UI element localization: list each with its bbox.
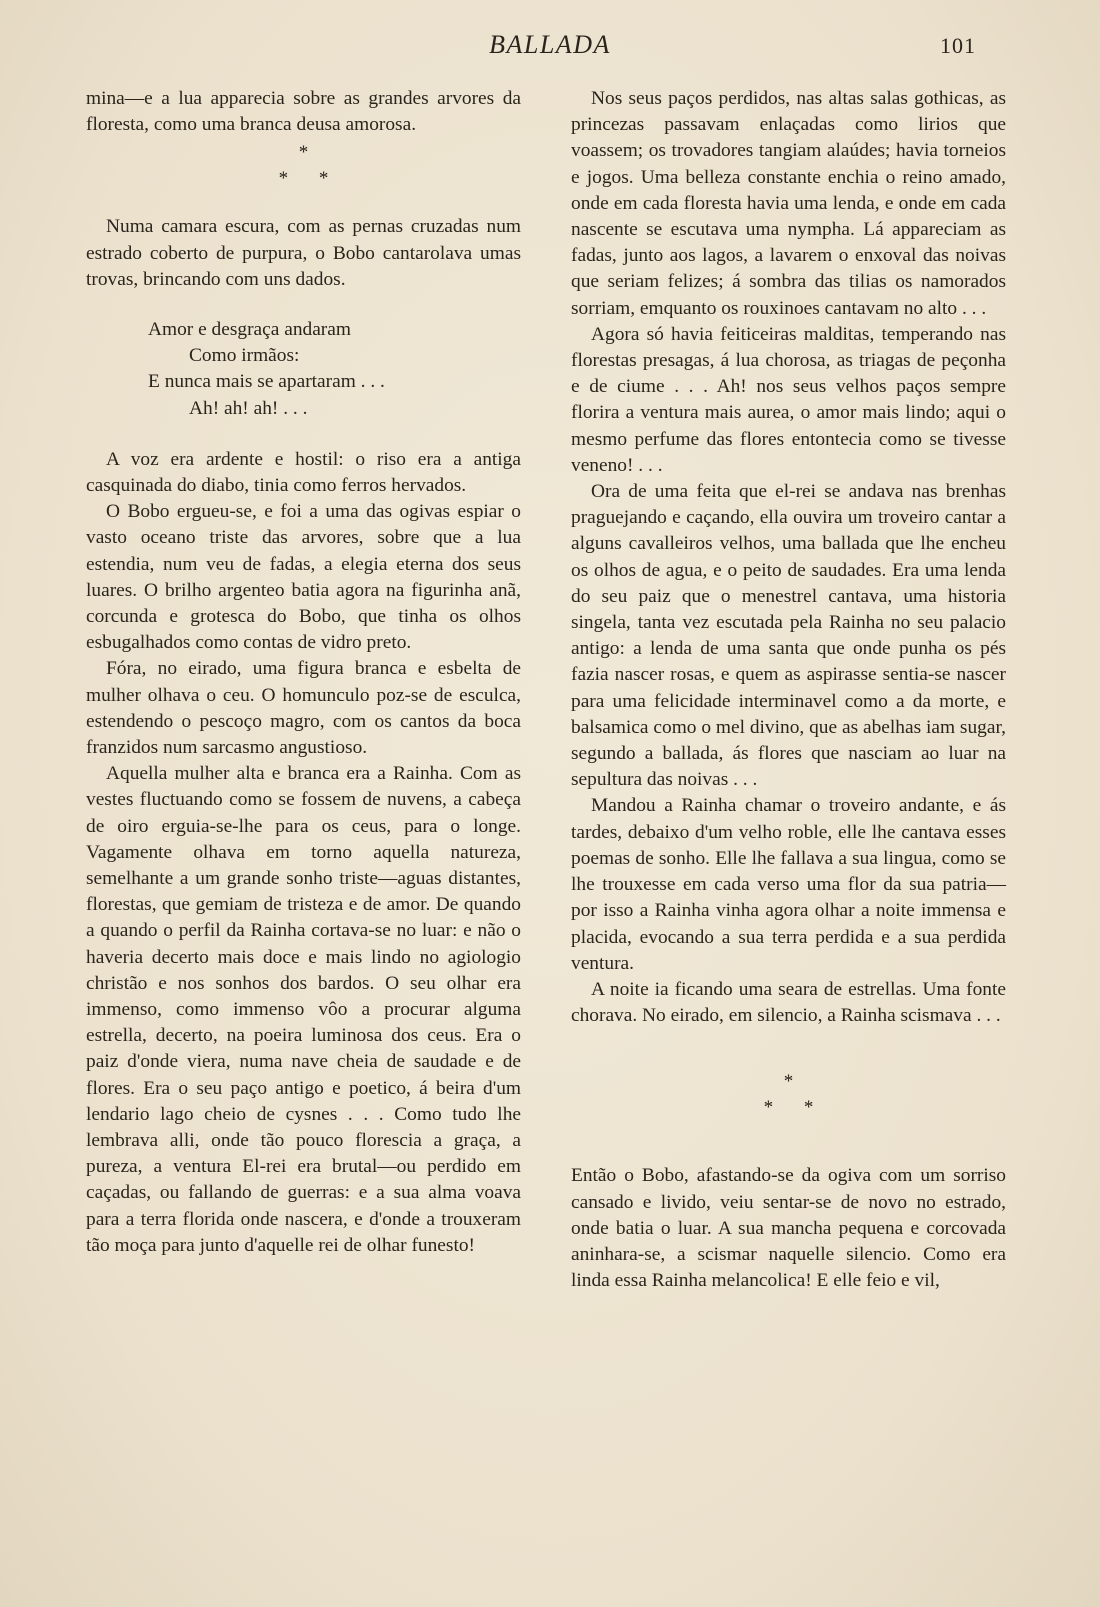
page-number: 101 (940, 33, 976, 58)
verse-line: Amor e desgraça andaram (148, 319, 351, 341)
paragraph: Aquella mulher alta e branca era a Rainha. Com as vestes fluctuando como se fossem de nuvens, a cabeça de oiro erguia-se-lhe para os ceus, para o longe. Vagamente olhava em torno aquella natureza, semelhante a um grande sonho triste—aguas distantes, florestas, que gemiam de tristeza e de amor. De quando a quando o perfil da Rainha cortava-se no luar: e não o haveria decerto mais doce e mais lindo no agiologio christão e nos sonhos dos bardos. O seu olhar era immenso, como immenso vôo a procurar alguma estrella, decerto, na poeira luminosa dos ceus. Era o paiz d'onde viera, numa nave cheia de saudade e de flores. Era o seu paço antigo e poetico, á beira d'um lendario lago cheio de cysnes . . . Como tudo lhe lembrava alli, onde tão pouco florescia a graça, a pureza, a ventura El-rei era brutal—ou perdido em caçadas, ou fallando de guerras: e a sua alma voava para a terra florida onde nascera, e d'onde a trouxeram tão moça para junto d'aquelle rei de olhar funesto! (86, 763, 521, 1256)
paragraph: A noite ia ficando uma seara de estrellas. Uma fonte chorava. No eirado, em silencio, a Rainha scismava . . . (571, 978, 1006, 1027)
paragraph: Mandou a Rainha chamar o troveiro andante, e ás tardes, debaixo d'um velho roble, elle lhe cantava esses poemas de sonho. Elle lhe fallava a sua lingua, como se lhe trouxesse em cada verso uma flor da sua patria—por isso a Rainha vinha agora olhar a noite immensa e placida, evocando a sua terra perdida e a sua perdida ventura. (571, 795, 1006, 974)
verse-line: E nunca mais se apartaram . . . (148, 371, 385, 393)
verse (148, 317, 521, 422)
paragraph: O Bobo ergueu-se, e foi a uma das ogivas espiar o vasto oceano triste das arvores, sobre que a lua estendia, num veu de fadas, a elegia eterna dos seus luares. O brilho argenteo batia agora na figurinha anã, corcunda e grotesca do Bobo, que tinha os olhos esbugalhados como contas de vidro preto. (86, 501, 521, 654)
paragraph: Agora só havia feiticeiras malditas, temperando nas florestas presagas, á lua chorosa, as triagas de peçonha e de ciume . . . Ah! nos seus velhos paços sempre florira a ventura mais aurea, o amor mais lindo; aqui o mesmo perfume das flores entontecia como se tivesse veneno! . . . (571, 323, 1006, 476)
verse-line: Como irmãos: (189, 345, 300, 367)
right-column (571, 86, 1006, 1294)
paragraph: Numa camara escura, com as pernas cruzadas num estrado coberto de purpura, o Bobo cantarolava umas trovas, brincando com uns dados. (86, 216, 521, 290)
paragraph: Ora de uma feita que el-rei se andava nas brenhas praguejando e caçando, ella ouvira um troveiro cantar a alguns cavalleiros velhos, uma ballada que lhe encheu os olhos de agua, e o peito de saudades. Era uma lenda do seu paiz que o menestrel cantava, uma historia singela, tanta vez escutada pela Rainha no seu palacio antigo: a lenda de uma santa que onde punha os pés fazia nascer rosas, e quem as aspirasse sentia-se nascer para uma felicidade interminavel como a da morte, e balsamica como o mel divino, que as abelhas iam sugar, segundo a ballada, ás flores que nasciam ao luar na sepultura das noivas . . . (571, 481, 1006, 791)
paragraph: mina—e a lua apparecia sobre as grandes arvores da floresta, como uma branca deusa amorosa. (86, 88, 521, 136)
paragraph: Fóra, no eirado, uma figura branca e esbelta de mulher olhava o ceu. O homunculo poz-se de esculca, estendendo o pescoço magro, com os cantos da boca franzidos num sarcasmo angustioso. (86, 658, 521, 758)
asterism-bottom: * * (278, 168, 329, 190)
left-column (86, 86, 521, 1259)
asterism-top: * (783, 1071, 794, 1093)
asterism (571, 1069, 1006, 1121)
paragraph: Então o Bobo, afastando-se da ogiva com um sorriso cansado e livido, veiu sentar-se de novo no estrado, onde batia o luar. A sua mancha pequena e corcovada aninhara-se, a scismar naquelle silencio. Como era linda essa Rainha melancolica! E elle feio e vil, (571, 1165, 1006, 1292)
asterism-bottom: * * (763, 1097, 814, 1119)
paragraph: A voz era ardente e hostil: o riso era a antiga casquinada do diabo, tinia como ferros hervados. (86, 448, 521, 496)
running-title: BALLADA (489, 30, 611, 59)
asterism-top: * (298, 142, 309, 164)
verse-line: Ah! ah! ah! . . . (189, 397, 308, 419)
asterism (86, 140, 521, 192)
paragraph: Nos seus paços perdidos, nas altas salas gothicas, as princezas passavam enlaçadas como lirios que voassem; os trovadores tangiam alaúdes; havia torneios e jogos. Uma belleza constante enchia o reino amado, onde em cada floresta havia uma lenda, e onde em cada nascente se escutava uma nympha. Lá appareciam as fadas, junto aos lagos, a lavarem o enxoval das noivas que seriam felizes; á sombra das tilias os namorados sorriam, emquanto os rouxinoes cantavam no alto . . . (571, 88, 1006, 319)
